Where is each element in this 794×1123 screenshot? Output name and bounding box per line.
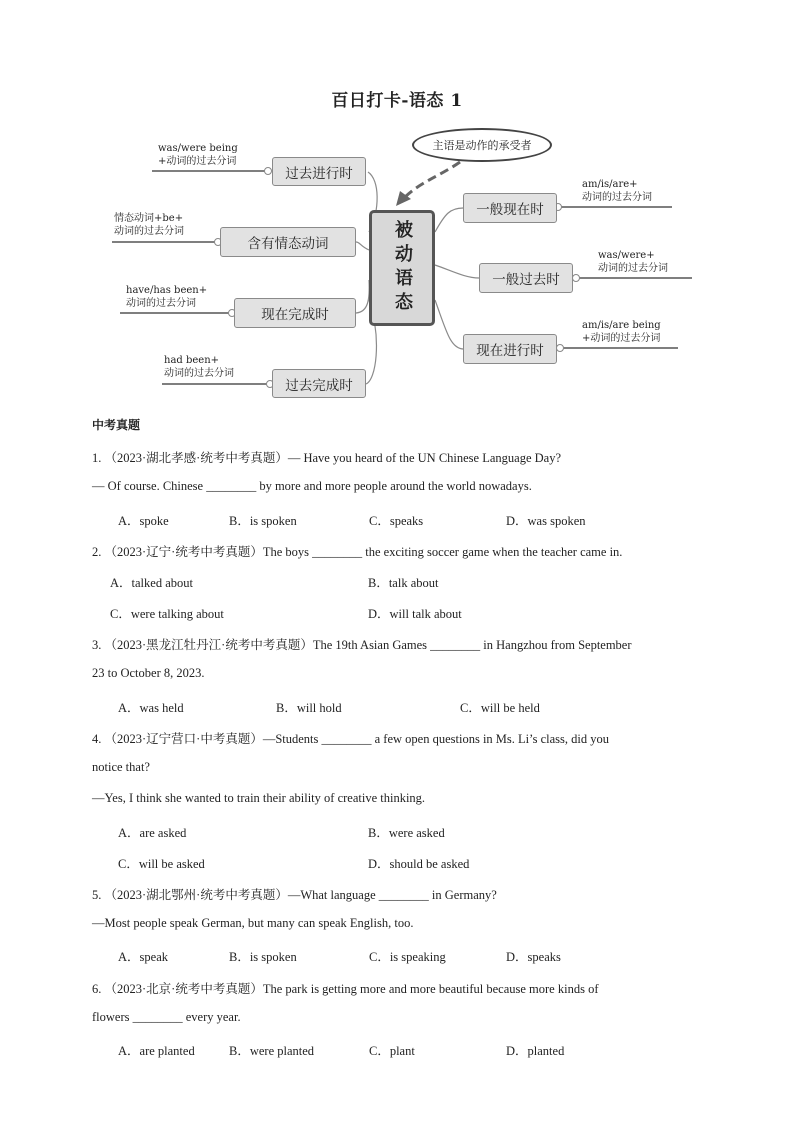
note-past-perfect: had been+ 动词的过去分词 (164, 355, 234, 379)
q1-option-d[interactable]: D．was spoken (506, 514, 586, 528)
q1-option-c[interactable]: C．speaks (369, 514, 424, 528)
question-5-line-2: —Most people speak German, but many can speak English, too. (92, 916, 414, 930)
question-6-line-2: flowers ________ every year. (92, 1010, 241, 1024)
q4-option-b[interactable]: B．were asked (368, 826, 445, 840)
node-present-progressive: 现在进行时 (463, 334, 557, 364)
question-4-line-3: —Yes, I think she wanted to train their ability of creative thinking. (92, 791, 426, 805)
note-past-progressive: was/were being +动词的过去分词 (158, 143, 238, 167)
note-present-progressive: am/is/are being +动词的过去分词 (582, 320, 661, 344)
note-simple-past: was/were+ 动词的过去分词 (598, 250, 668, 274)
note-simple-present: am/is/are+ 动词的过去分词 (582, 179, 652, 203)
q1-option-b[interactable]: B．is spoken (229, 514, 297, 528)
question-1-line-2: — Of course. Chinese ________ by more and more people around the world nowadays. (92, 479, 532, 493)
question-3-stem: 3. （2023·黑龙江牡丹江·统考中考真题）The 19th Asian Games ________ in Hangzhou from September (92, 638, 632, 652)
q6-option-c[interactable]: C．plant (369, 1044, 415, 1058)
q6-option-d[interactable]: D．planted (506, 1044, 565, 1058)
q5-option-d[interactable]: D．speaks (506, 950, 561, 964)
node-simple-past: 一般过去时 (479, 263, 573, 293)
q2-option-a[interactable]: A．talked about (110, 576, 193, 590)
section-title: 中考真题 (92, 418, 141, 432)
node-past-perfect: 过去完成时 (272, 369, 366, 398)
q5-option-a[interactable]: A．speak (118, 950, 168, 964)
question-4-stem: 4. （2023·辽宁营口·中考真题）—Students ________ a few open questions in Ms. Li’s class, did you (92, 732, 609, 746)
page-title: 百日打卡-语态 1 (331, 91, 463, 111)
q4-option-a[interactable]: A．are asked (118, 826, 187, 840)
q3-option-a[interactable]: A．was held (118, 701, 184, 715)
q6-option-b[interactable]: B．were planted (229, 1044, 315, 1058)
q2-option-d[interactable]: D．will talk about (368, 607, 462, 621)
node-present-perfect: 现在完成时 (234, 298, 356, 328)
note-present-perfect: have/has been+ 动词的过去分词 (126, 285, 208, 309)
q2-option-b[interactable]: B．talk about (368, 576, 439, 590)
q5-option-b[interactable]: B．is spoken (229, 950, 297, 964)
question-1-stem: 1. （2023·湖北孝感·统考中考真题）— Have you heard of the UN Chinese Language Day? (92, 451, 561, 465)
node-simple-present: 一般现在时 (463, 193, 557, 223)
mindmap-bubble: 主语是动作的承受者 (412, 128, 552, 162)
question-5-stem: 5. （2023·湖北鄂州·统考中考真题）—What language ________ in Germany? (92, 888, 497, 902)
question-2-stem: 2. （2023·辽宁·统考中考真题）The boys ________ the exciting soccer game when the teacher came in. (92, 545, 623, 559)
note-modal: 情态动词+be+ 动词的过去分词 (114, 213, 184, 237)
q4-option-d[interactable]: D．should be asked (368, 857, 470, 871)
question-3-line-2: 23 to October 8, 2023. (92, 666, 205, 680)
question-6-stem: 6. （2023·北京·统考中考真题）The park is getting more and more beautiful because more kinds of (92, 982, 599, 996)
node-past-progressive: 过去进行时 (272, 157, 366, 186)
q6-option-a[interactable]: A．are planted (118, 1044, 195, 1058)
question-4-line-2: notice that? (92, 760, 150, 774)
q3-option-c[interactable]: C．will be held (460, 701, 540, 715)
q3-option-b[interactable]: B．will hold (276, 701, 342, 715)
q4-option-c[interactable]: C．will be asked (118, 857, 205, 871)
q5-option-c[interactable]: C．is speaking (369, 950, 446, 964)
q1-option-a[interactable]: A．spoke (118, 514, 169, 528)
node-modal: 含有情态动词 (220, 227, 356, 257)
mindmap-center: 被动语态 (369, 210, 435, 326)
q2-option-c[interactable]: C．were talking about (110, 607, 224, 621)
